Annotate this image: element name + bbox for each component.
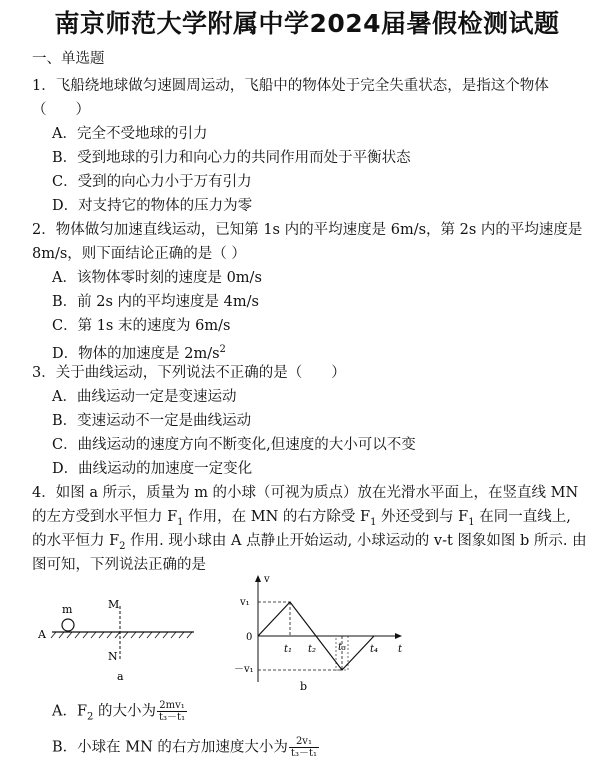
- label-M: M: [108, 598, 120, 611]
- q2-option-d: D．物体的加速度是 $2m/s^2$: [52, 344, 226, 362]
- q1-option-c: C．受到的向心力小于万有引力: [52, 174, 252, 190]
- label-N: N: [108, 650, 118, 663]
- label-t4: t₄: [370, 644, 379, 655]
- label-t2: t₂: [308, 644, 317, 655]
- section-heading: 一、单选题: [32, 51, 105, 67]
- q3-option-d: D．曲线运动的加速度一定变化: [52, 461, 253, 477]
- caption-b: b: [300, 680, 308, 693]
- label-A: A: [38, 628, 46, 641]
- q2-stem-line2: 8m/s，则下面结论正确的是（ ）: [32, 246, 246, 262]
- q3-stem: 3．关于曲线运动，下列说法不正确的是（ ）: [32, 365, 346, 381]
- q2-option-a: A．该物体零时刻的速度是 0m/s: [52, 270, 262, 286]
- label-t1: t₁: [284, 644, 293, 655]
- v-axis-arrow: [255, 575, 261, 582]
- label-m: m: [62, 603, 73, 616]
- q4-stem-line1: 4．如图 a 所示，质量为 m 的小球（可视为质点）放在光滑水平面上，在竖直线 MN: [32, 485, 579, 501]
- q3-option-c: C．曲线运动的速度方向不断变化,但速度的大小可以不变: [52, 437, 416, 453]
- q2-stem-line1: 2．物体做匀加速直线运动，已知第 1s 内的平均速度是 6m/s，第 2s 内的平均速度是: [32, 222, 583, 238]
- q1-option-b: B．受到地球的引力和向心力的共同作用而处于平衡状态: [52, 150, 411, 166]
- q3-option-b: B．变速运动不一定是曲线运动: [52, 413, 252, 429]
- q1-option-d: D．对支持它的物体的压力为零: [52, 198, 253, 214]
- q2-option-b: B．前 2s 内的平均速度是 4m/s: [52, 294, 259, 310]
- fraction-a: $\frac{\text{2mv₁}}{\text{t₃－t₁}}$: [159, 700, 186, 723]
- figure-a: [36, 592, 206, 688]
- q4-stem-line2: 的左方受到水平恒力 $F_1$ 作用，在 MN 的右方除受 $F_1$ 外还受到与 $F_1$ 在同一直线上,: [32, 509, 571, 528]
- t-axis-arrow: [395, 633, 402, 639]
- label-t: t: [398, 644, 403, 655]
- q1-option-a: A．完全不受地球的引力: [52, 126, 208, 142]
- ground-hatching: [51, 632, 192, 638]
- page-title: 南京师范大学附属中学2024届暑假检测试题: [54, 9, 560, 38]
- label-origin: 0: [246, 632, 253, 643]
- label-v1: v₁: [240, 597, 250, 608]
- q4-stem-line4: 图可知，下列说法正确的是: [32, 557, 206, 573]
- label-t3: t₃: [338, 642, 347, 653]
- q1-stem: 1．飞船绕地球做匀速圆周运动，飞船中的物体处于完全失重状态，是指这个物体: [32, 78, 549, 94]
- q4-stem-line3: 的水平恒力 $F_2$ 作用. 现小球由 A 点静止开始运动, 小球运动的 v-t 图象如图 b 所示. 由: [32, 533, 587, 552]
- q1-paren: （ ）: [32, 102, 90, 118]
- label-v: v: [264, 574, 270, 585]
- caption-a: a: [117, 670, 124, 683]
- q3-option-a: A．曲线运动一定是变速运动: [52, 389, 237, 405]
- q4-option-b: B．小球在 MN 的右方加速度大小为 $\frac{\text{2v₁}}{\text{t₃－t₁}}$: [52, 736, 317, 759]
- ball: [62, 619, 74, 631]
- figure-b: [228, 572, 418, 696]
- q4-option-a: A．$F_2$ 的大小为 $\frac{\text{2mv₁}}{\text{t₃－t₁}}$: [52, 700, 186, 723]
- label-neg-v1: －v₁: [234, 664, 254, 675]
- fraction-b: $\frac{\text{2v₁}}{\text{t₃－t₁}}$: [290, 736, 317, 759]
- q2-option-c: C．第 1s 末的速度为 6m/s: [52, 318, 231, 334]
